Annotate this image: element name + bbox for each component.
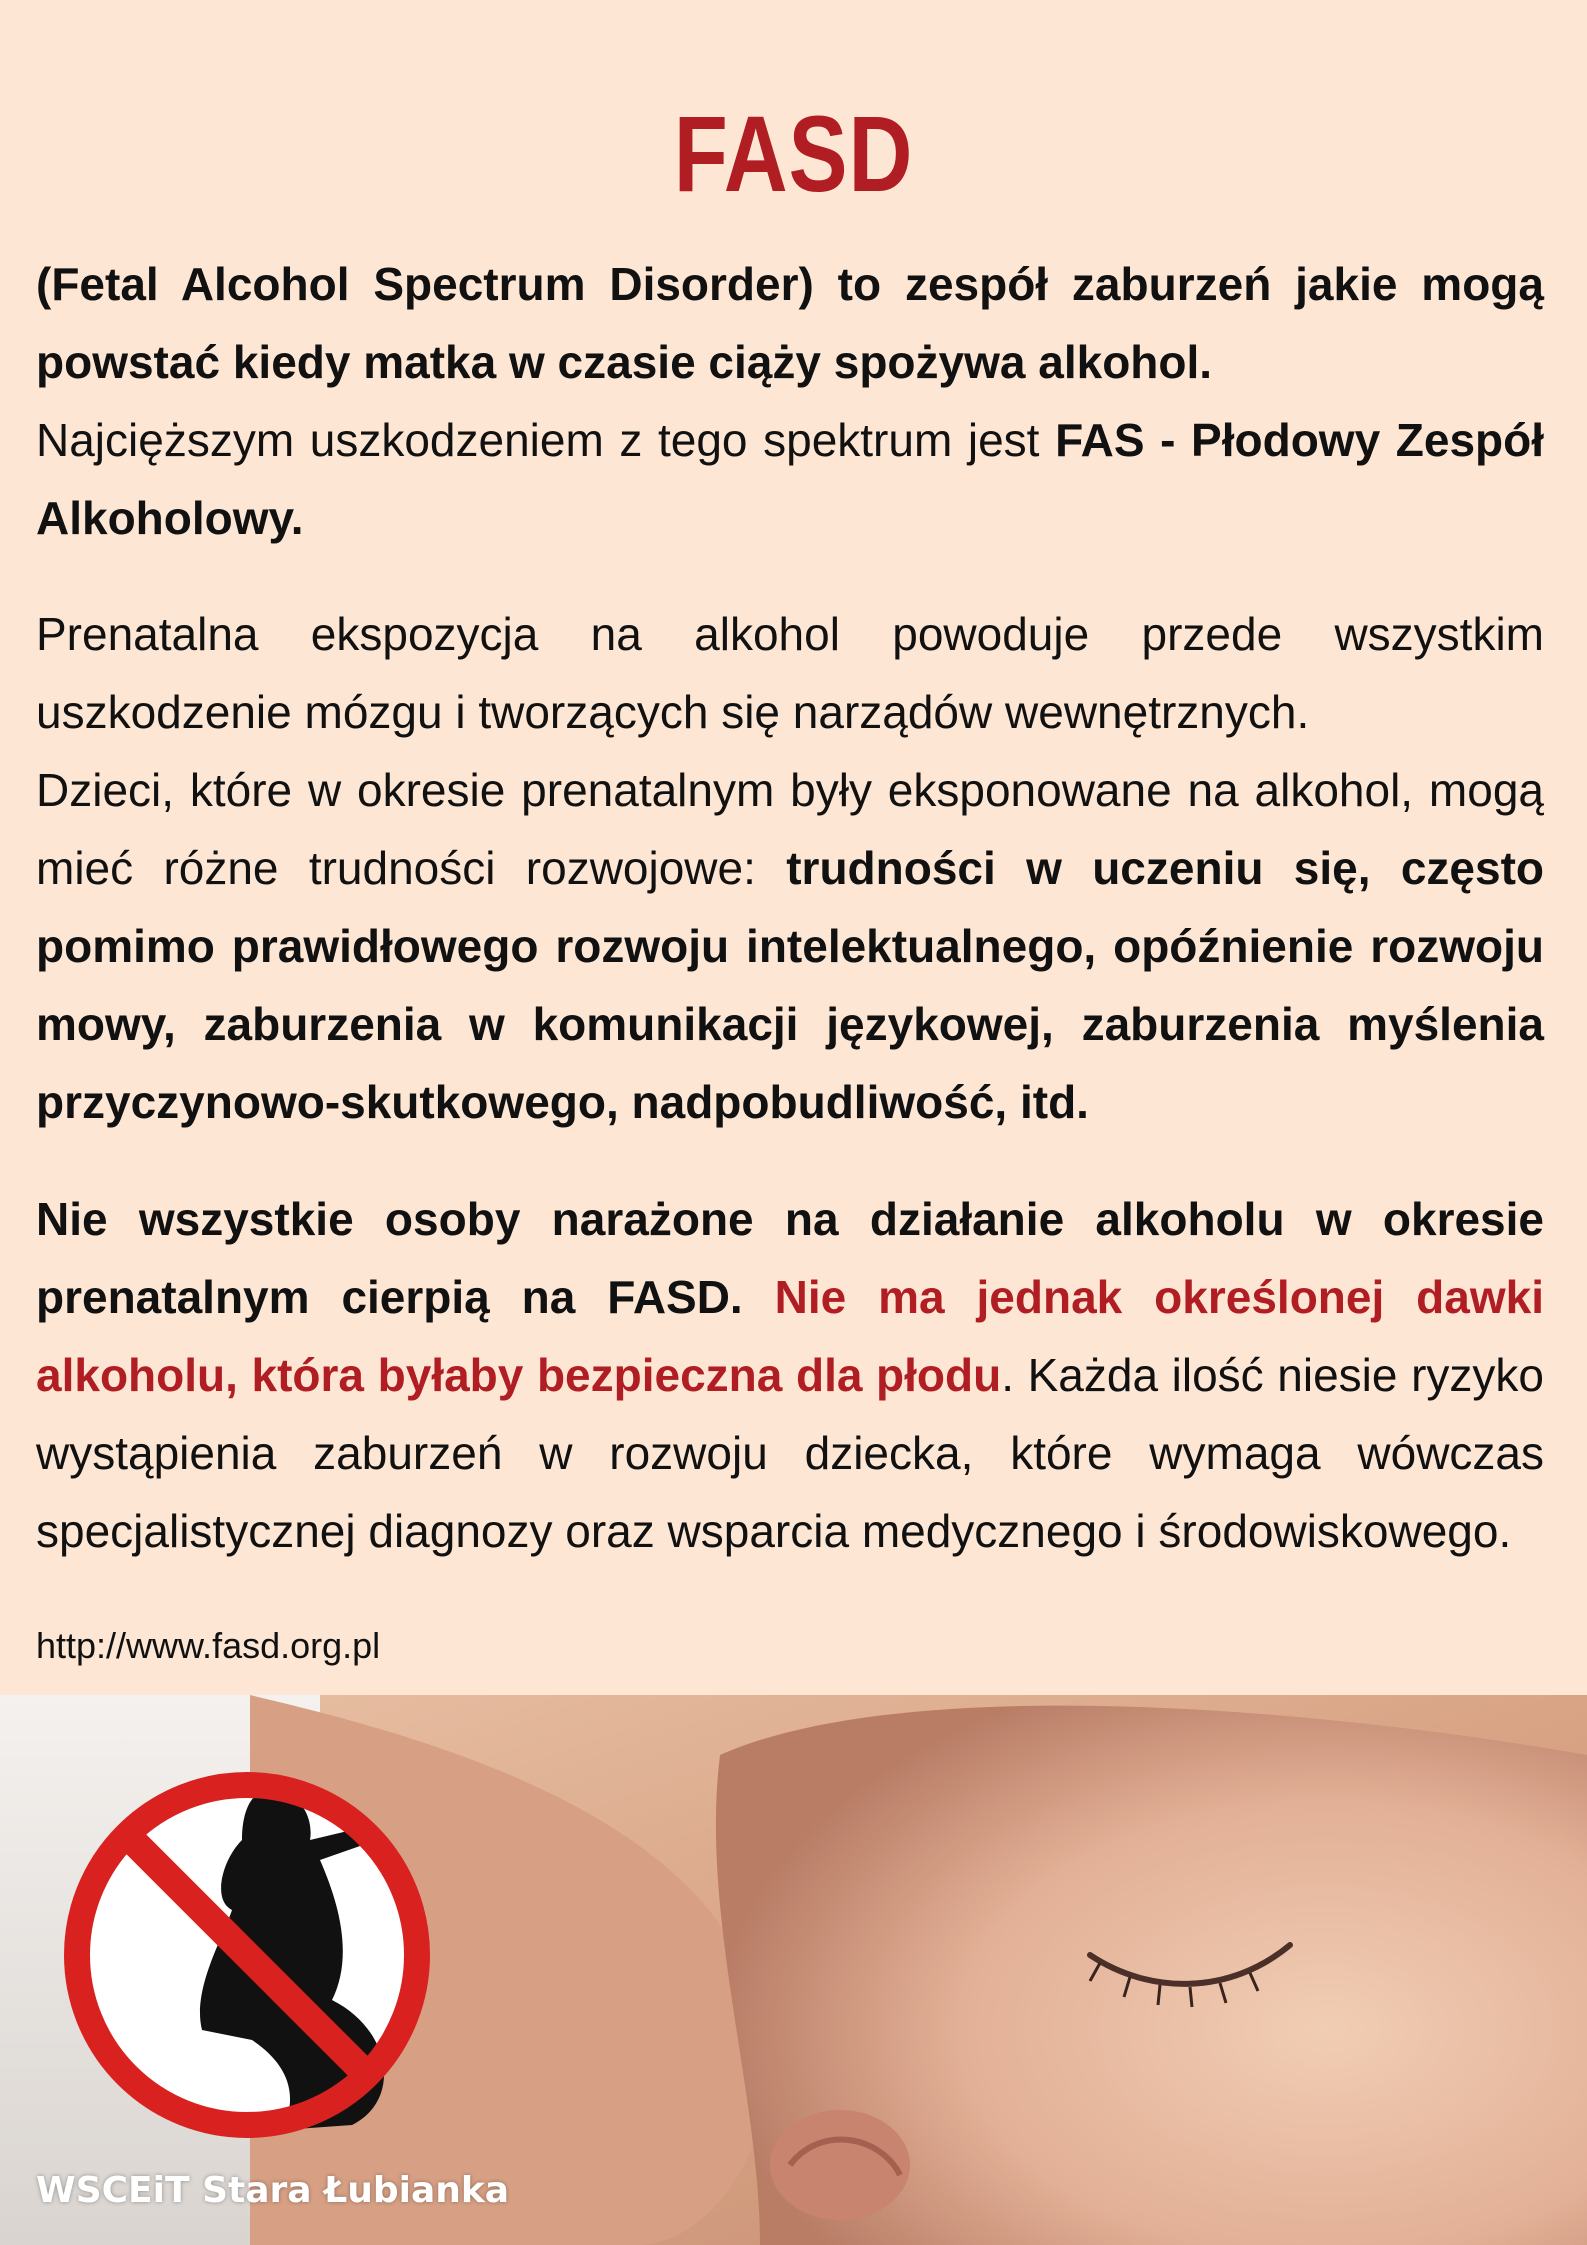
definition-bold: (Fetal Alcohol Spectrum Disorder) to zespół zaburzeń jakie mogą powstać kiedy matka w czasie ciąży spożywa alkohol. [36,258,1544,388]
paragraph-definition [36,245,1544,557]
effects-list: trudności w uczeniu się, często pomimo prawidłowego rozwoju intelektualnego, opóźnienie rozwoju mowy, zaburzenia w komunikacji językowej, zaburzenia myślenia przyczynowo-skutkowego, nadpobudliwość, itd. [36,842,1544,1128]
paragraph-effects [36,595,1544,1141]
fas-term: FAS - Płodowy Zespół Alkoholowy. [36,414,1545,544]
warning-text: . Każda ilość niesie ryzyko wystąpienia zaburzeń w rozwoju dziecka, które wymaga wówczas specjalistycznej diagnozy oraz wsparcia medycznego i środowiskowego. [36,1349,1544,1557]
warning-bold: Nie wszystkie osoby narażone na działanie alkoholu w okresie prenatalnym cierpią na FASD. [36,1193,1544,1323]
warning-highlight: Nie ma jednak określonej dawki alkoholu, która byłaby bezpieczna dla płodu [36,1271,1544,1401]
source-link[interactable]: http://www.fasd.org.pl [36,1625,381,1666]
definition-text: Najcięższym uszkodzeniem z tego spektrum jest [36,414,1056,466]
paragraph-warning [36,1180,1544,1570]
page-title: FASD [673,93,914,214]
effects-sentence-1: Prenatalna ekspozycja na alkohol powoduje przede wszystkim uszkodzenie mózgu i tworzących się narządów wewnętrznych. [36,608,1544,738]
footer-org-label: WSCEiT Stara Łubianka [36,2170,510,2211]
no-alcohol-pregnancy-icon [52,1760,442,2150]
effects-sentence-2: Dzieci, które w okresie prenatalnym były eksponowane na alkohol, mogą mieć różne trudności rozwojowe: [36,764,1544,894]
